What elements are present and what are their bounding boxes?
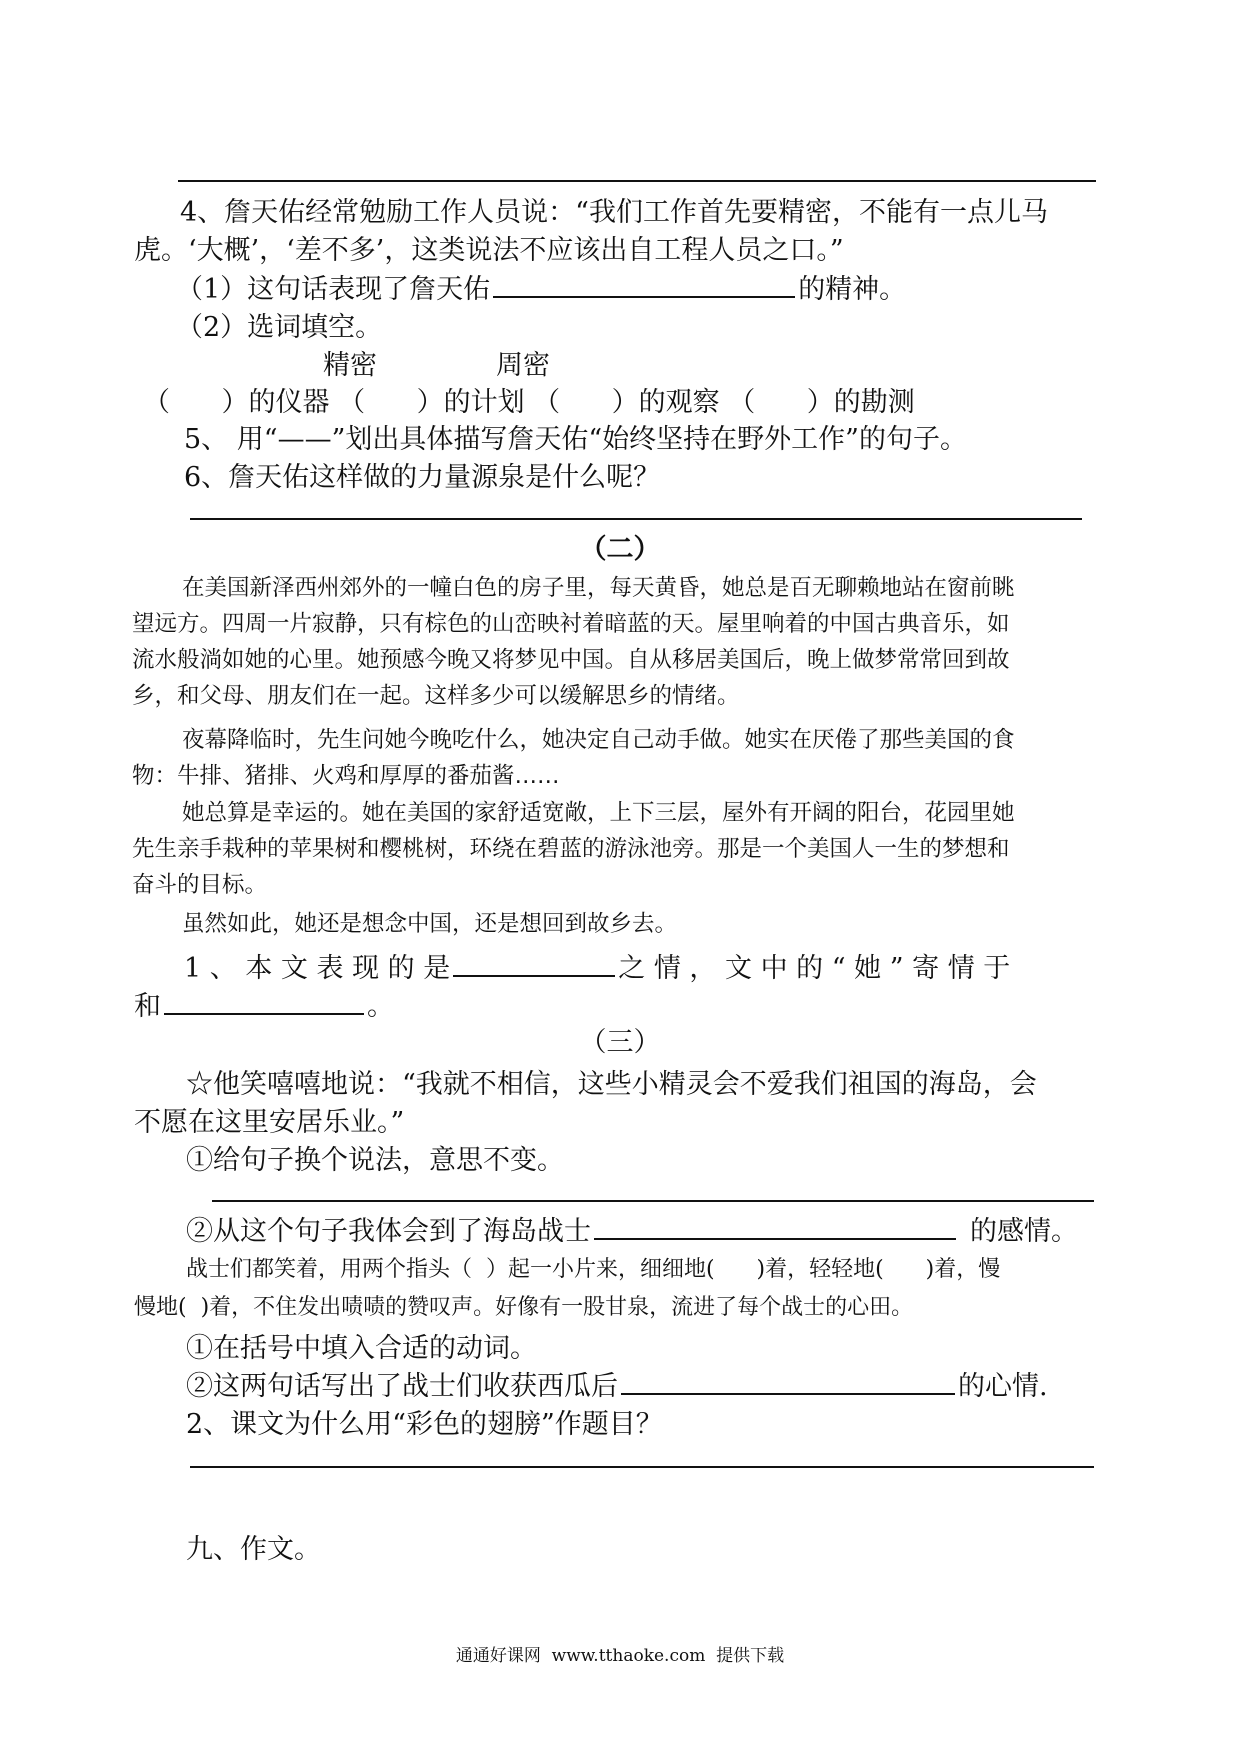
s2-p2-l1: 夜幕降临时，先生问她今晚吃什么，她决定自己动手做。她实在厌倦了那些美国的食 [182,727,1015,753]
q4-line1: 4、詹天佑经常勉励工作人员说：“我们工作首先要精密，不能有一点儿马 [180,197,1048,228]
s3-s2-q2-blank[interactable] [621,1392,955,1395]
s2-p1-l3: 流水般淌如她的心里。她预感今晚又将梦见中国。自从移居美国后，晚上做梦常常回到故 [132,647,1010,673]
s3-s1-q2 [186,1209,1078,1248]
s3-s2-q2-prefix: ②这两句话写出了战士们收获西瓜后 [186,1371,618,1402]
s2-p2-l2: 物：牛排、猪排、火鸡和厚厚的番茄酱…… [132,763,560,789]
s2-q1-part-a: 1 、 本 文 表 现 的 是 [184,953,451,984]
q4-sub1-prefix: （1）这句话表现了詹天佑 [176,274,491,305]
answer-line-q6 [190,518,1082,520]
s3-s1-l2: 不愿在这里安居乐业。” [134,1107,405,1138]
page-footer: 通通好课网 www.tthaoke.com 提供下载 [455,1646,785,1666]
section3-title: （三） [579,1027,661,1058]
q4-line2: 虎。‘大概’，‘差不多’，这类说法不应该出自工程人员之口。” [134,235,844,266]
s2-q1-line2 [134,984,394,1023]
q4-fill-line: （ ）的仪器 （ ）的计划 （ ）的观察 （ ）的勘测 [143,387,915,418]
s3-s2-q2 [186,1364,1048,1403]
q5: 5、 用“——”划出具体描写詹天佑“始终坚持在野外工作”的句子。 [184,424,967,455]
s2-p1-l1: 在美国新泽西州郊外的一幢白色的房子里，每天黄昏，她总是百无聊赖地站在窗前眺 [182,575,1015,601]
s3-s1-q1: ①给句子换个说法，意思不变。 [186,1145,564,1176]
q4-sub1 [176,267,906,306]
s3-s2-l1: 战士们都笑着，用两个指头（ ）起一小片来，细细地( )着，轻轻地( )着，慢 [186,1257,1001,1282]
s3-s1-q2-suffix: 的感情。 [970,1216,1078,1247]
s2-p3-l2: 先生亲手栽种的苹果树和樱桃树，环绕在碧蓝的游泳池旁。那是一个美国人一生的梦想和 [132,836,1010,862]
s3-s2-l2: 慢地( )着，不住发出啧啧的赞叹声。好像有一股甘泉，流进了每个战士的心田。 [134,1295,914,1320]
s2-q1-blank1[interactable] [453,974,615,977]
s2-q1-part-b: 之 情 ， 文 中 的 “ 她 ” 寄 情 于 [618,953,1011,984]
s2-p4: 虽然如此，她还是想念中国，还是想回到故乡去。 [182,911,678,937]
answer-line-s3-q2 [190,1466,1094,1468]
q4-word1: 精密 [323,350,377,381]
s2-p3-l1: 她总算是幸运的。她在美国的家舒适宽敞，上下三层，屋外有开阔的阳台，花园里她 [182,800,1015,826]
q4-sub2: （2）选词填空。 [176,312,383,343]
s2-q1-blank2[interactable] [164,1012,364,1015]
s3-s1-q2-prefix: ②从这个句子我体会到了海岛战士 [186,1216,591,1247]
s3-s2-q2-suffix: 的心情. [958,1371,1048,1402]
q4-word2: 周密 [496,350,550,381]
s2-q1-part-c: 和 [134,991,161,1022]
s2-p3-l3: 奋斗的目标。 [132,872,268,898]
q9-composition: 九、作文。 [186,1534,321,1565]
q4-sub1-suffix: 的精神。 [798,274,907,305]
s3-s2-q1: ①在括号中填入合适的动词。 [186,1333,537,1364]
s3-q2: 2、课文为什么用“彩色的翅膀”作题目？ [186,1409,663,1440]
s2-p1-l4: 乡，和父母、朋友们在一起。这样多少可以缓解思乡的情绪。 [132,683,740,709]
answer-line-s3-q1 [212,1200,1094,1202]
s2-p1-l2: 望远方。四周一片寂静，只有棕色的山峦映衬着暗蓝的天。屋里响着的中国古典音乐，如 [132,611,1010,637]
q4-sub1-blank[interactable] [493,295,795,298]
s2-q1-line1 [184,946,1010,985]
s3-s1-q2-blank[interactable] [594,1237,956,1240]
section2-title: （二） [579,534,661,565]
s2-q1-part-d: 。 [367,991,394,1022]
s3-s1-l1: ☆他笑嘻嘻地说：“我就不相信，这些小精灵会不爱我们祖国的海岛，会 [186,1069,1037,1100]
q6: 6、詹天佑这样做的力量源泉是什么呢？ [184,462,661,493]
answer-line-top [178,180,1096,182]
